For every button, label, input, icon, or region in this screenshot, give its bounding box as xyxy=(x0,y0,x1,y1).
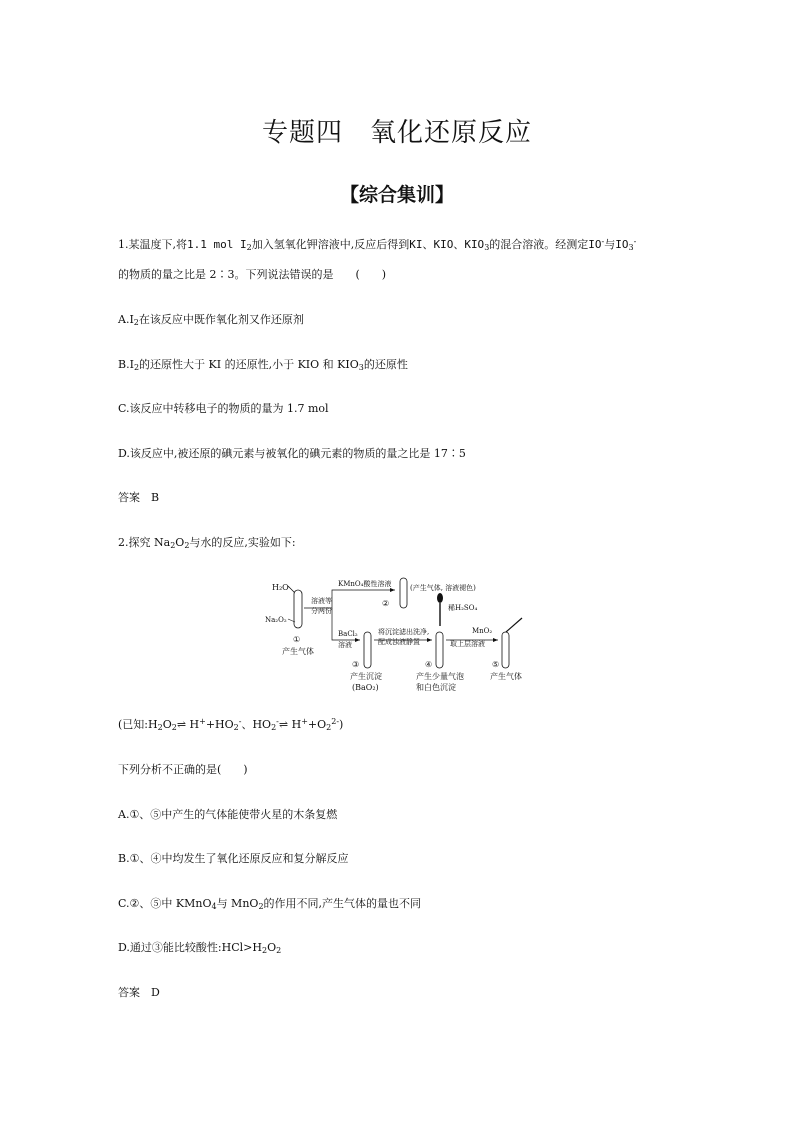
diagram-number-2: ② xyxy=(382,599,390,608)
diagram-number-5: ⑤ xyxy=(492,660,500,669)
test-tube-3 xyxy=(364,632,371,668)
q2-stem: 2.探究 $Na_2O_2$与水的反应,实验如下: xyxy=(118,536,296,550)
diagram-result-5: 产生气体 xyxy=(490,672,522,681)
diagram-number-4: ④ xyxy=(425,660,433,669)
page-title: 专题四 氧化还原反应 xyxy=(261,118,532,148)
test-tube-5 xyxy=(502,632,509,668)
q2-prompt: 下列分析不正确的是( ) xyxy=(118,763,248,776)
diagram-upper-layer: 取上层溶液 xyxy=(450,640,485,648)
diagram-result-3-line2: (BaO₂) xyxy=(352,683,379,692)
diagram-bacl2-1: BaCl₂ xyxy=(338,630,358,638)
diagram-filter-2: 配成浊液静置 xyxy=(378,638,420,646)
diagram-filter-1: 将沉淀滤出洗净, xyxy=(378,628,430,636)
q2-answer: 答案 D xyxy=(118,986,160,999)
diagram-result-2: (产生气体, 溶液褪色) xyxy=(410,584,476,592)
q1-option-a[interactable]: $A.I_2$在该反应中既作氧化剂又作还原剂 xyxy=(118,313,304,327)
diagram-na2o2-label: Na₂O₂ xyxy=(265,616,287,624)
test-tube-2 xyxy=(400,578,407,608)
q1-option-d[interactable]: D.该反应中,被还原的碘元素与被氧化的碘元素的物质的量之比是 17∶5 xyxy=(118,447,466,460)
test-tube-4 xyxy=(436,632,443,668)
section-subtitle: 【综合集训】 xyxy=(339,184,454,206)
experiment-diagram xyxy=(260,576,532,696)
q1-option-b[interactable]: $B.I_2$的还原性大于 KI 的还原性,小于 KIO 和 $KIO_3$的还原性 xyxy=(118,358,408,372)
q1-option-c[interactable]: C.该反应中转移电子的物质的量为 1.7 mol xyxy=(118,402,329,415)
q1-stem-line1: 1.某温度下,将1.1 mol $I_2$加入氢氧化钾溶液中,反应后得到KI、KIO、$KIO_3$的混合溶液。经测定IO-与$IO_3^-$ xyxy=(118,237,637,252)
q2-option-c[interactable]: C.②、⑤中 KMnO$_4$与 MnO$_2$的作用不同,产生气体的量也不同 xyxy=(118,897,422,911)
q1-stem-line2: 的物质的量之比是 2∶3。下列说法错误的是 ( ) xyxy=(118,268,387,281)
q2-known-equation: (已知$:H_2O_2\rightleftharpoons$ $H^++HO_2^-$、$HO_2^-\rightleftharpoons$ $H^++O_2^{2-}$) xyxy=(118,717,344,732)
diagram-result-3-line1: 产生沉淀 xyxy=(350,672,382,681)
test-tube-1 xyxy=(294,590,302,628)
diagram-number-3: ③ xyxy=(352,660,360,669)
dropper-bulb xyxy=(437,593,443,603)
diagram-result-4-line2: 和白色沉淀 xyxy=(416,683,456,692)
diagram-result-1: 产生气体 xyxy=(282,647,314,656)
diagram-number-1: ① xyxy=(293,635,301,644)
diagram-split-2: 分两份 xyxy=(311,607,332,615)
diagram-mno2-label: MnO₂ xyxy=(472,627,493,635)
q2-option-a[interactable]: A.①、⑤中产生的气体能使带火星的木条复燃 xyxy=(118,808,338,821)
diagram-result-4-line1: 产生少量气泡 xyxy=(416,672,464,681)
q2-option-d[interactable]: D.通过③能比较酸性$:HCl>H_2O_2$ xyxy=(118,941,282,955)
q1-answer: 答案 B xyxy=(118,491,160,504)
diagram-split-1: 溶液等 xyxy=(311,597,332,605)
diagram-kmno4-label: KMnO₄酸性溶液 xyxy=(338,580,392,588)
q2-option-b[interactable]: B.①、④中均发生了氧化还原反应和复分解反应 xyxy=(118,852,349,865)
diagram-bacl2-2: 溶液 xyxy=(338,641,352,649)
diagram-h2so4-label: 稀H₂SO₄ xyxy=(448,604,478,612)
diagram-h2o-label: H₂O xyxy=(272,583,289,592)
